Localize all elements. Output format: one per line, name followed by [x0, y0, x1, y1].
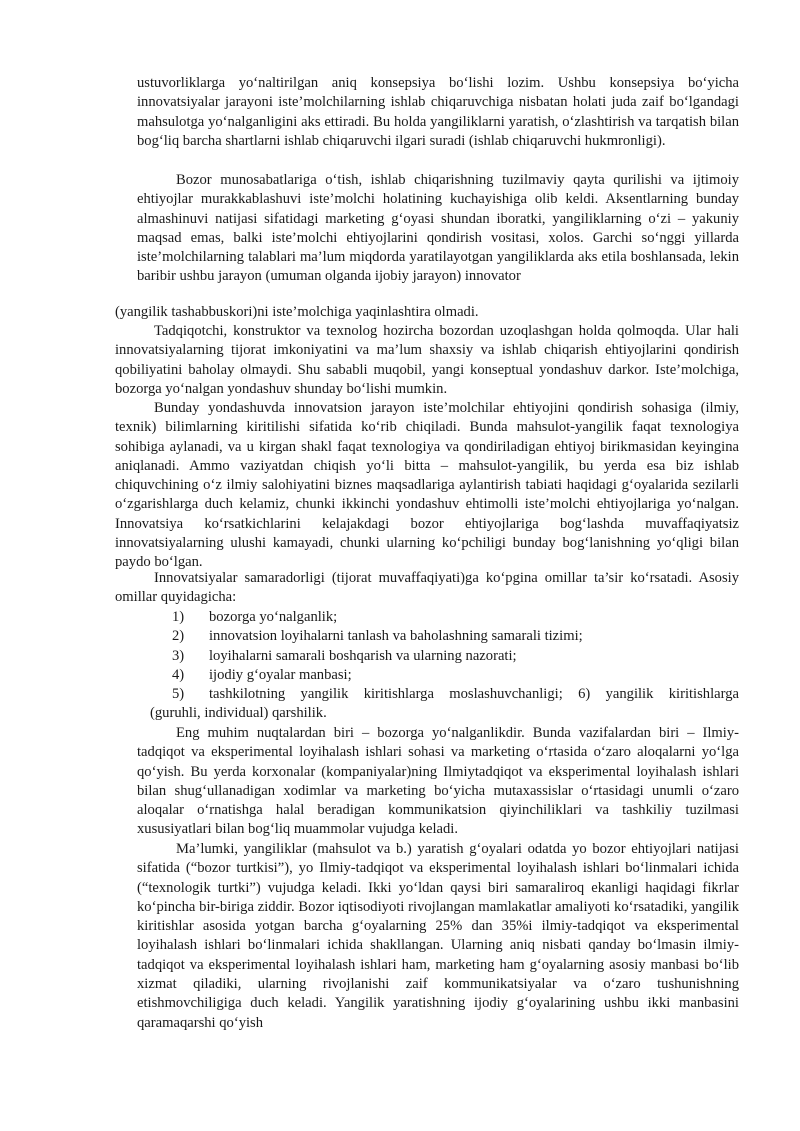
paragraph-market-transition: Bozor munosabatlariga o‘tish, ishlab chiqarishning tuzilmaviy qayta qurilishi va ijtimoiy ehtiyojlar murakkablashuvi iste’molchi holatining kuchayishiga olib keldi. Aksentlarning bunday almashinuvi natijasi sifatidagi marketing g‘oyasi shundan iboratki, yangiliklarning o‘zi – yakuniy maqsad emas, balki iste’molchi ehtiyojlarini qondirish vositasi, xolos. Garchi so‘nggi yillarda iste’molchilarning talablari ma’lum miqdorda yaratilayotgan yangiliklarda aks etila boshlansada, lekin baribir ushbu jarayon (umuman olganda ijobiy jarayon) innovator: [137, 172, 739, 285]
list-item-text: tashkilotning yangilik kiritishlarga moslashuvchanligi; 6) yangilik kiritishlarga: [209, 686, 739, 702]
list-item-combined: [150, 685, 739, 724]
list-item: [172, 666, 739, 685]
factor-list: [172, 608, 739, 685]
list-item: [172, 647, 739, 666]
list-item: [172, 608, 739, 627]
list-item-text: innovatsion loyihalarni tanlash va baholashning samarali tizimi;: [209, 628, 583, 645]
list-item-number: 2): [172, 628, 185, 645]
list-item-number: 5): [172, 686, 185, 702]
paragraph-idea-sources: Ma’lumki, yangiliklar (mahsulot va b.) yaratish g‘oyalari odatda yo bozor ehtiyojlari natijasi sifatida (“bozor turtkisi”), yo Ilmiy-tadqiqot va eksperimental loyihalash ishlari bo‘linmalari ichida (“texnologik turtki”) vujudga keladi. Ikki yo‘ldan qaysi biri samaraliroq ekanligi haqidagi fikrlar ko‘pincha bir-biriga ziddir. Bozor iqtisodiyoti rivojlangan mamlakatlar amaliyoti ko‘rsatadiki, yangilik kiritishlar asosida yotgan barcha g‘oyalarning 25% dan 35%i ilmiy-tadqiqot va eksperimental loyihalash ishlari bo‘linmalari ichida shakllangan. Ularning aniq nisbati qanday bo‘lmasin ilmiy-tadqiqot va eksperimental loyihalash ishlari ham, marketing ham g‘oyalarning asosiy manbasi bo‘lib xizmat qiladiki, ularning rivojlanishi zaif kommunikatsiyalar va o‘zaro tushunishning etishmovchiligiga duch keladi. Yangilik yaratishning ijodiy g‘oyalarining ushbu ikki manbasini qaramaqarshi qo‘yish: [137, 841, 739, 1031]
paragraph-researchers: Tadqiqotchi, konstruktor va texnolog hozircha bozordan uzoqlashgan holda qolmoqda. Ular hali innovatsiyalarning tijorat imkoniyatini va ma’lum shaxsiy va ishlab chiqarish ehtiyojlarini qondirish qobiliyatini baholay olmaydi. Shu sababli muqobil, yangi konseptual yondashuv darkor. Iste’molchiga, bozorga yo‘nalgan yondashuv shunday bo‘lishi mumkin.: [115, 323, 739, 397]
list-item-number: 4): [172, 666, 185, 683]
paragraph-market-orientation: Eng muhim nuqtalardan biri – bozorga yo‘nalganlikdir. Bunda vazifalardan biri – Ilmiy-tadqiqot va eksperimental loyihalash ishlari sohasi va marketing o‘rtasida o‘zaro aloqalarni yo‘lga qo‘yish. Bu yerda korxonalar (kompaniyalar)ning Ilmiytadqiqot va eksperimental loyihalash ishlari bilan shug‘ullanadigan xodimlar va marketing bo‘yicha mutaxassislar o‘rtasidagi unumli o‘zaro aloqalar o‘rnatishga halal beradigan kommunikatsion qiyinchiliklari va tashkiliy tuzilmasi xususiyatlari bilan bog‘liq muammolar vujudga keladi.: [137, 725, 739, 838]
paragraph-efficiency: Innovatsiyalar samaradorligi (tijorat muvaffaqiyati)ga ko‘pgina omillar ta’sir ko‘rsatadi. Asosiy omillar quyidagicha:: [115, 570, 739, 606]
list-item-continuation: (guruhli, individual) qarshilik.: [150, 705, 327, 722]
list-item-text: ijodiy g‘oyalar manbasi;: [209, 666, 352, 683]
list-item-text: loyihalarni samarali boshqarish va ularning nazorati;: [209, 647, 517, 664]
list-item-number: 1): [172, 609, 185, 625]
list-item-number: 3): [172, 647, 185, 664]
list-item: [172, 627, 739, 646]
paragraph-approach: Bunday yondashuvda innovatsion jarayon iste’molchilar ehtiyojini qondirish sohasiga (ilmiy, texnik) bilimlarning kiritilishi sifatida ko‘rib chiqiladi. Bunda mahsulot-yangilik faqat texnologiya sohibiga aylanadi, va u kirgan shakl faqat texnologiya va qondiriladigan ehtiyoj birikmasidan keyingina aniqlanadi. Ammo vaziyatdan chiqish yo‘li bitta – mahsulot-yangilik, bu yerda esa biz ishlab chiquvchining o‘z ilmiy salohiyatini biznes maqsadlariga aylantirish tabiati haqidagi g‘oyalarida sezilarli o‘zgarishlarga duch kelamiz, chunki ikkinchi yondashuv ehtimolli iste’molchi ehtiyojlariga yo‘nalgan. Innovatsiya ko‘rsatkichlarini kelajakdagi bozor ehtiyojlariga bog‘lashda muvaffaqiyatsiz innovatsiyalarning ulushi kamayadi, chunki ularning ko‘pchiligi bunday bog‘lanishning yo‘qligi bilan paydo bo‘lgan.: [115, 400, 739, 571]
paragraph-innovator-note: (yangilik tashabbuskori)ni iste’molchiga yaqinlashtira olmadi.: [115, 304, 479, 320]
paragraph-concept: ustuvorliklarga yo‘naltirilgan aniq konsepsiya bo‘lishi lozim. Ushbu konsepsiya bo‘yicha innovatsiyalar jarayoni iste’molchilarning ishlab chiqaruvchiga nisbatan holati juda zaif bo‘lgandagi mahsulotga yo‘nalganligini aks ettiradi. Bu holda yangiliklarni yaratish, o‘zlashtirish va tarqatish bilan bog‘liq barcha shartlarni ishlab chiqaruvchi ilgari suradi (ishlab chiqaruvchi hukmronligi).: [137, 75, 739, 149]
list-item-text: bozorga yo‘nalganlik;: [209, 609, 338, 625]
